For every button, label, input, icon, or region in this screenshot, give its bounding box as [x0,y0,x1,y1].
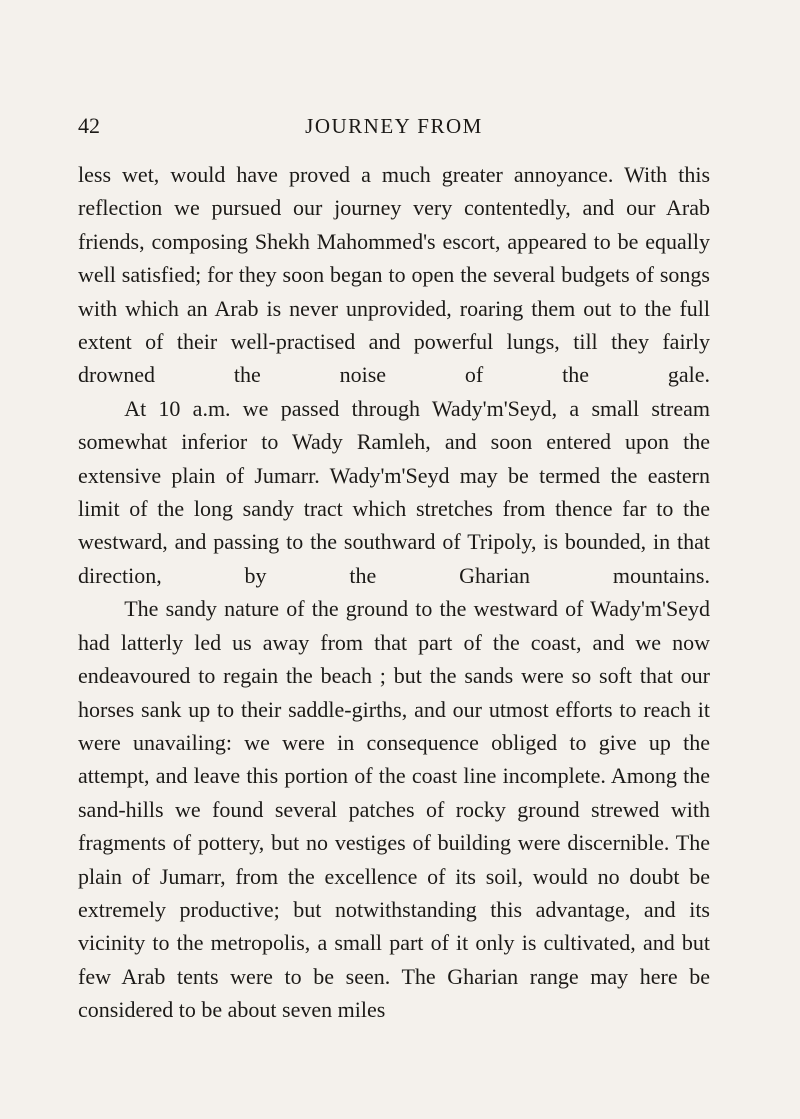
body-text [78,158,710,1027]
paragraph-2: At 10 a.m. we passed through Wady'm'Seyd, a small stream somewhat inferior to Wady Ramleh, and soon entered upon the extensive plain of Jumarr. Wady'm'Seyd may be termed the eastern limit of the long sandy tract which stretches from thence far to the westward, and passing to the southward of Tripoly, is bounded, in that direction, by the Gharian mountains. [78,395,710,588]
paragraph-3: The sandy nature of the ground to the westward of Wady'm'Seyd had latterly led us away from that part of the coast, and we now endeavoured to regain the beach ; but the sands were so soft that our horses sank up to their saddle-girths, and our utmost efforts to reach it were unavailing: we were in consequence obliged to give up the attempt, and leave this portion of the coast line incomplete. Among the sand-hills we found several patches of rocky ground strewed with fragments of pottery, but no vestiges of building were discernible. The plain of Jumarr, from the excellence of its soil, would no doubt be extremely productive; but notwithstanding this advantage, and its vicinity to the metropolis, a small part of it only is cultivated, and but few Arab tents were to be seen. The Gharian range may here be considered to be about seven miles [78,596,710,1023]
running-head [78,111,710,141]
running-title: JOURNEY FROM [305,114,483,138]
paragraph-1: less wet, would have proved a much greater annoyance. With this reflection we pursued our journey very contentedly, and our Arab friends, composing Shekh Mahommed's escort, appeared to be equally well satisfied; for they soon began to open the several budgets of songs with which an Arab is never unprovided, roaring them out to the full extent of their well-practised and powerful lungs, till they fairly drowned the noise of the gale. [78,162,710,388]
page-number: 42 [78,113,100,138]
